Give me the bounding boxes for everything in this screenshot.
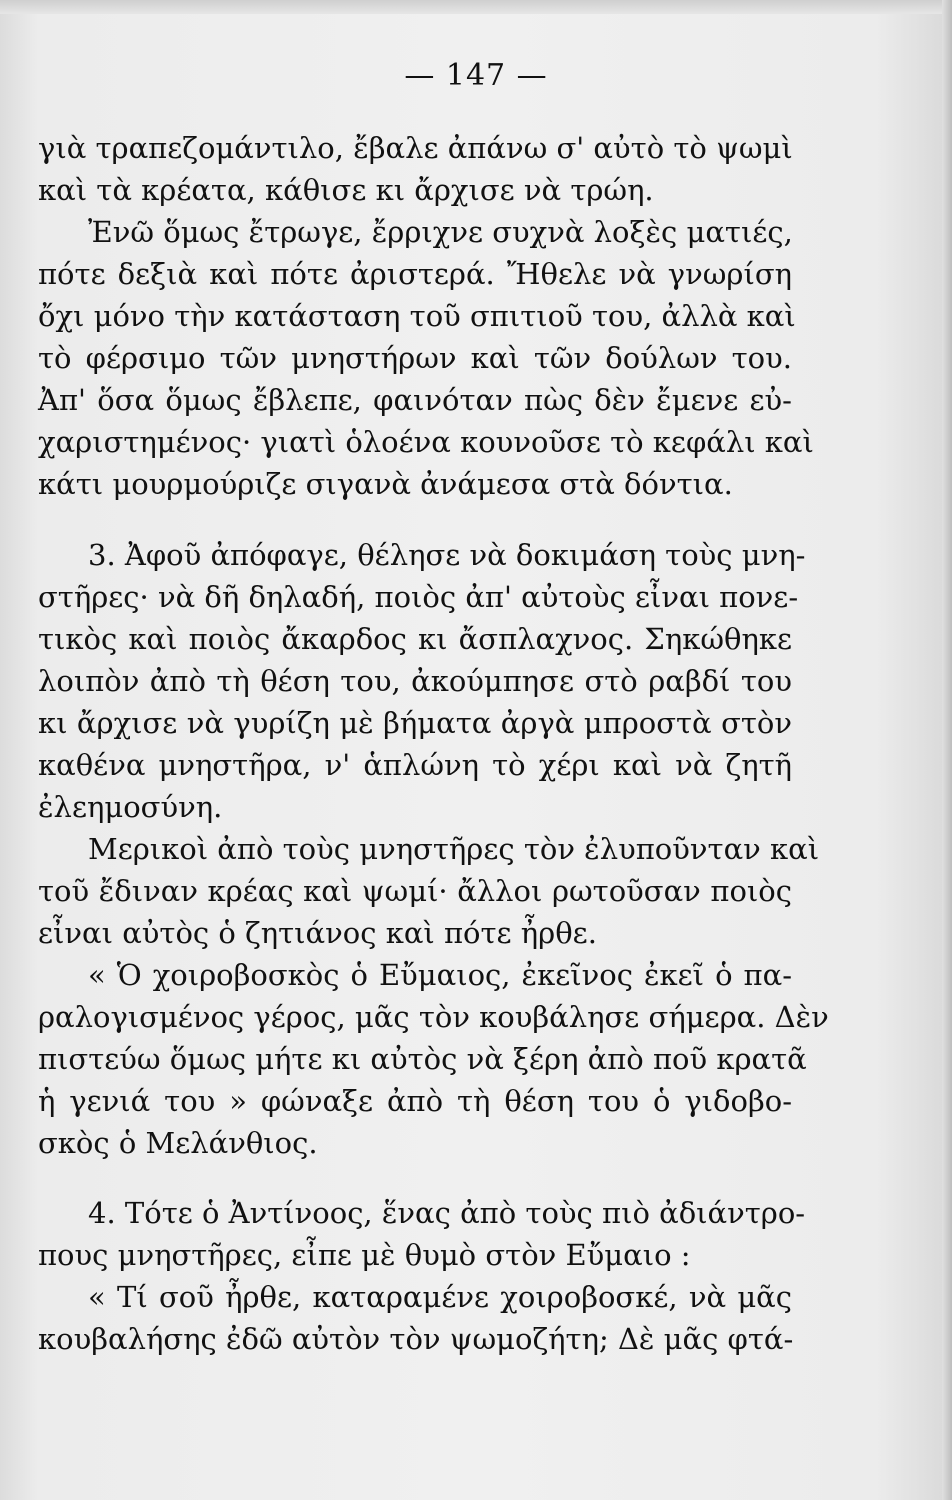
text-line: Μερικοὶ ἀπὸ τοὺς μνηστῆρες τὸν ἐλυποῦνταν καὶ: [88, 832, 820, 866]
text-line: ραλογισμένος γέρος, μᾶς τὸν κουβάλησε σήμερα. Δὲν: [38, 1000, 829, 1034]
text-line: καθένα μνηστῆρα, ν' ἁπλώνη τὸ χέρι καὶ νὰ ζητῆ: [38, 748, 792, 782]
text-line: « Τί σοῦ ἦρθε, καταραμένε χοιροβοσκέ, νὰ μᾶς: [88, 1280, 792, 1314]
page-number: — 147 —: [404, 58, 548, 93]
text-line: στῆρες· νὰ δῆ δηλαδή, ποιὸς ἀπ' αὐτοὺς εἶναι πονε-: [38, 580, 799, 614]
text-line: τοῦ ἔδιναν κρέας καὶ ψωμί· ἄλλοι ρωτοῦσαν ποιὸς: [38, 874, 792, 908]
text-line: ἡ γενιά του » φώναξε ἀπὸ τὴ θέση του ὁ γιδοβο-: [38, 1084, 792, 1118]
text-line: κουβαλήσης ἐδῶ αὐτὸν τὸν ψωμοζήτη; Δὲ μᾶς φτά-: [38, 1322, 794, 1356]
text-line: κι ἄρχισε νὰ γυρίζη μὲ βήματα ἀργὰ μπροστὰ στὸν: [38, 706, 792, 740]
text-line: σκὸς ὁ Μελάνθιος.: [38, 1126, 318, 1160]
text-line: κάτι μουρμούριζε σιγανὰ ἀνάμεσα στὰ δόντια.: [38, 467, 733, 501]
text-line: τὸ φέρσιμο τῶν μνηστήρων καὶ τῶν δούλων του.: [38, 341, 792, 375]
text-line: Ἐνῶ ὅμως ἔτρωγε, ἔρριχνε συχνὰ λοξὲς ματιές,: [88, 215, 793, 249]
text-line: εἶναι αὐτὸς ὁ ζητιάνος καὶ πότε ἦρθε.: [38, 916, 597, 950]
text-line: 3. Ἀφοῦ ἀπόφαγε, θέλησε νὰ δοκιμάση τοὺς μνη-: [88, 538, 806, 572]
text-line: λοιπὸν ἀπὸ τὴ θέση του, ἀκούμπησε στὸ ραβδί του: [38, 664, 792, 698]
text-line: πότε δεξιὰ καὶ πότε ἀριστερά. Ἤθελε νὰ γνωρίση: [38, 257, 792, 291]
text-line: 4. Τότε ὁ Ἀντίνοος, ἕνας ἀπὸ τοὺς πιὸ ἀδιάντρο-: [88, 1196, 806, 1230]
text-line: χαριστημένος· γιατὶ ὁλοένα κουνοῦσε τὸ κεφάλι καὶ: [38, 425, 814, 459]
text-line: πιστεύω ὅμως μήτε κι αὐτὸς νὰ ξέρη ἀπὸ ποῦ κρατᾶ: [38, 1042, 807, 1076]
text-line: ὄχι μόνο τὴν κατάσταση τοῦ σπιτιοῦ του, ἀλλὰ καὶ: [38, 299, 796, 333]
text-line: « Ὁ χοιροβοσκὸς ὁ Εὔμαιος, ἐκεῖνος ἐκεῖ ὁ πα-: [88, 958, 792, 992]
page-top-edge: [0, 0, 952, 14]
text-line: τικὸς καὶ ποιὸς ἄκαρδος κι ἄσπλαχνος. Σηκώθηκε: [38, 622, 792, 656]
text-line: Ἀπ' ὅσα ὅμως ἔβλεπε, φαινόταν πὼς δὲν ἔμενε εὐ-: [38, 383, 792, 417]
text-line: καὶ τὰ κρέατα, κάθισε κι ἄρχισε νὰ τρώη.: [38, 173, 654, 207]
text-line: ἐλεημοσύνη.: [38, 790, 223, 824]
text-line: γιὰ τραπεζομάντιλο, ἔβαλε ἀπάνω σ' αὐτὸ τὸ ψωμὶ: [38, 131, 793, 165]
text-line: πους μνηστῆρες, εἶπε μὲ θυμὸ στὸν Εὔμαιο :: [38, 1238, 691, 1272]
page-right-edge: [942, 0, 952, 1500]
